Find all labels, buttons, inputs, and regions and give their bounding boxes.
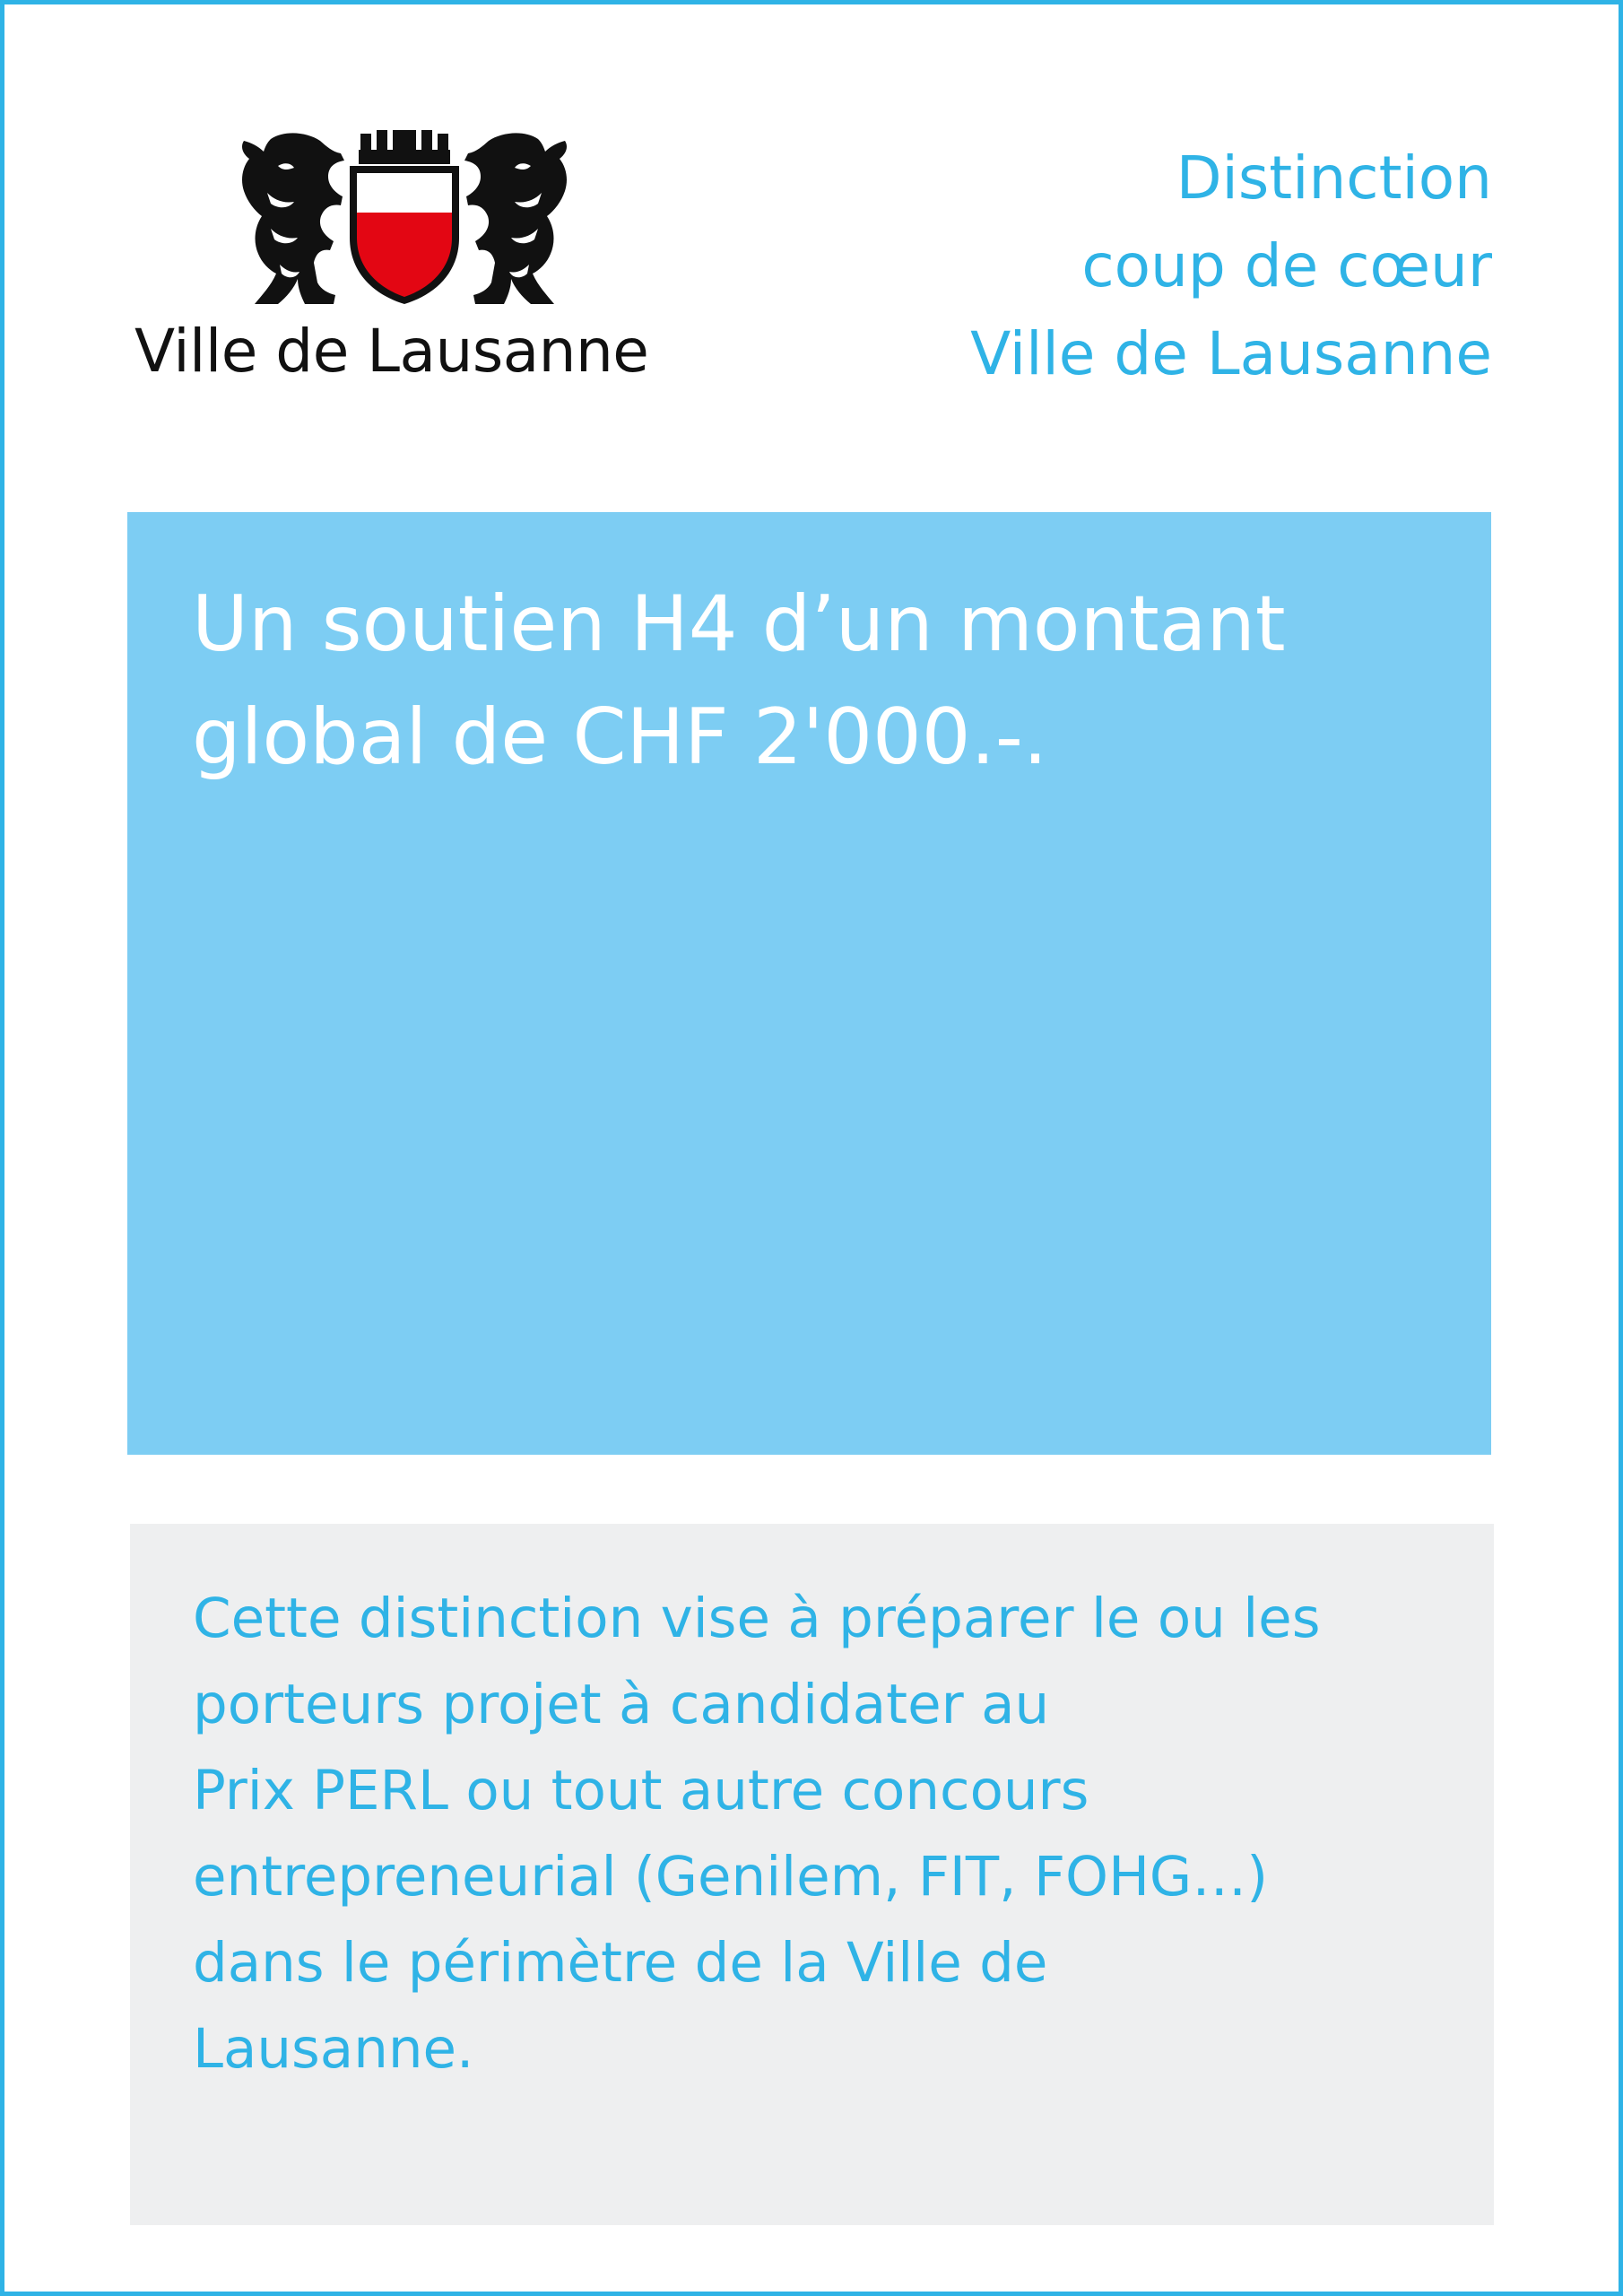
distinction-line: Ville de Lausanne <box>970 319 1492 388</box>
distinction-title <box>864 135 1492 398</box>
description-line: Cette distinction vise à préparer le ou les <box>193 1587 1321 1650</box>
description-line: porteurs projet à candidater au <box>193 1673 1050 1736</box>
headline-line: global de CHF 2'000.-. <box>192 692 1048 782</box>
description-line: Lausanne. <box>193 2017 474 2081</box>
headline <box>192 568 1447 794</box>
description-line: entrepreneurial (Genilem, FIT, FOHG…) <box>193 1845 1269 1909</box>
ville-de-lausanne-logo <box>135 130 681 390</box>
description-line: Prix PERL ou tout autre concours <box>193 1759 1089 1822</box>
logo-wordmark: Ville de Lausanne <box>135 317 649 386</box>
description-line: dans le périmètre de la Ville de <box>193 1931 1048 1995</box>
description-panel <box>130 1524 1494 2225</box>
highlight-panel <box>127 512 1491 1455</box>
distinction-line: coup de cœur <box>1081 231 1492 300</box>
distinction-line: Distinction <box>1176 144 1492 213</box>
description-text <box>193 1576 1466 2092</box>
lausanne-coat-of-arms-icon <box>235 130 574 305</box>
headline-line: Un soutien H4 d’un montant <box>192 579 1286 669</box>
